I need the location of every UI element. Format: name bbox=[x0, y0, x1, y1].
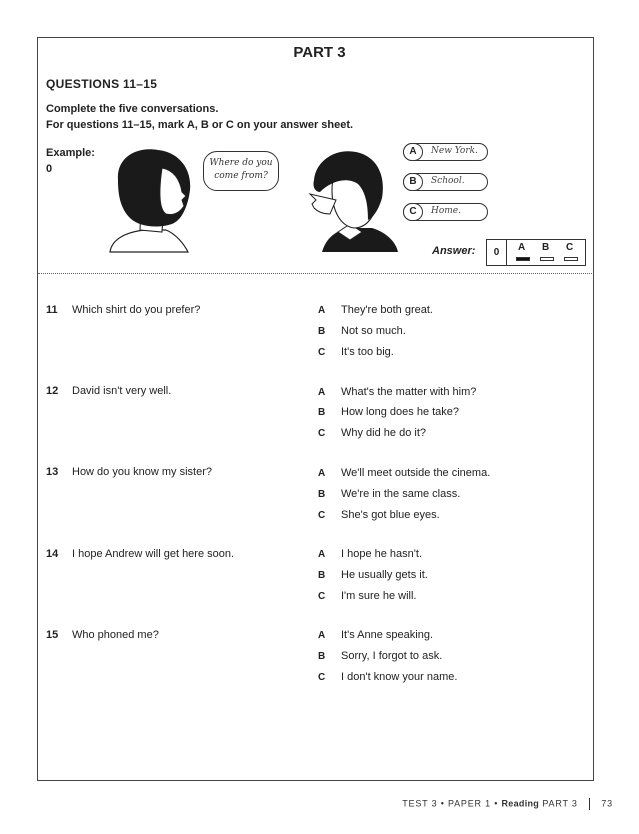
example-option-a bbox=[403, 143, 488, 161]
answer-letter-b: B bbox=[542, 242, 550, 253]
footer-paper: PAPER 1 bbox=[447, 798, 491, 809]
footer-part: PART 3 bbox=[542, 798, 578, 809]
speech-line-1: Where do you bbox=[209, 158, 273, 168]
option-letter: C bbox=[318, 510, 326, 521]
bullet-icon: • bbox=[440, 798, 445, 809]
questions-heading: QUESTIONS 11–15 bbox=[46, 77, 158, 91]
example-label: Example: bbox=[46, 147, 95, 159]
boy-figure-icon bbox=[310, 151, 398, 252]
option-text: Not so much. bbox=[341, 325, 406, 337]
option-letter: C bbox=[318, 672, 326, 683]
option-letter: B bbox=[318, 326, 326, 337]
option-letter: C bbox=[318, 591, 326, 602]
option-letter: B bbox=[318, 570, 326, 581]
option-text: It's Anne speaking. bbox=[341, 629, 433, 641]
option-text: They're both great. bbox=[341, 304, 433, 316]
option-text: How long does he take? bbox=[341, 406, 460, 418]
option-text: New York. bbox=[431, 146, 478, 156]
instruction-line-2: For questions 11–15, mark A, B or C on your answer sheet. bbox=[46, 119, 354, 131]
option-text: It's too big. bbox=[341, 346, 394, 358]
footer-section: Reading bbox=[501, 798, 540, 809]
option-letter: B bbox=[318, 651, 326, 662]
question-number: 12 bbox=[46, 385, 59, 397]
question-text: Which shirt do you prefer? bbox=[72, 304, 201, 316]
question-text: David isn't very well. bbox=[72, 385, 172, 397]
question-number: 14 bbox=[46, 548, 59, 560]
bullet-icon: • bbox=[494, 798, 499, 809]
section-divider bbox=[38, 273, 594, 274]
option-letter: A bbox=[318, 305, 326, 316]
option-text: School. bbox=[431, 176, 465, 186]
option-letter: C bbox=[318, 347, 326, 358]
answer-mark-b bbox=[540, 257, 554, 261]
option-text: I don't know your name. bbox=[341, 671, 458, 683]
page-footer bbox=[402, 798, 613, 810]
answer-mark-c bbox=[564, 257, 578, 261]
option-letter: B bbox=[318, 489, 326, 500]
part-title: PART 3 bbox=[293, 44, 346, 61]
answer-letter-a: A bbox=[518, 242, 526, 253]
option-letter: A bbox=[403, 143, 423, 161]
page-number: 73 bbox=[601, 798, 613, 809]
answer-label: Answer: bbox=[432, 245, 476, 257]
answer-mark-a bbox=[516, 257, 530, 261]
footer-divider bbox=[589, 798, 590, 810]
option-letter: B bbox=[403, 173, 423, 191]
option-text: I hope he hasn't. bbox=[341, 548, 422, 560]
answer-box bbox=[486, 239, 586, 266]
option-letter: C bbox=[403, 203, 423, 221]
option-letter: A bbox=[318, 468, 326, 479]
option-text: He usually gets it. bbox=[341, 569, 428, 581]
footer-test: TEST 3 bbox=[402, 798, 438, 809]
option-text: Why did he do it? bbox=[341, 427, 426, 439]
question-text: How do you know my sister? bbox=[72, 466, 212, 478]
woman-figure-icon bbox=[110, 149, 190, 252]
answer-letter-c: C bbox=[566, 242, 574, 253]
question-text: Who phoned me? bbox=[72, 629, 159, 641]
option-text: We'll meet outside the cinema. bbox=[341, 467, 491, 479]
example-number: 0 bbox=[46, 163, 53, 175]
question-number: 15 bbox=[46, 629, 59, 641]
option-letter: C bbox=[318, 428, 326, 439]
option-text: I'm sure he will. bbox=[341, 590, 417, 602]
option-letter: B bbox=[318, 407, 326, 418]
option-text: We're in the same class. bbox=[341, 488, 461, 500]
option-text: Sorry, I forgot to ask. bbox=[341, 650, 443, 662]
answer-number: 0 bbox=[487, 240, 507, 265]
example-option-b bbox=[403, 173, 488, 191]
example-option-c bbox=[403, 203, 488, 221]
option-text: Home. bbox=[431, 206, 461, 216]
option-letter: A bbox=[318, 387, 326, 398]
question-number: 11 bbox=[46, 304, 58, 316]
instruction-line-1: Complete the five conversations. bbox=[46, 103, 219, 115]
speech-line-2: come from? bbox=[214, 171, 268, 181]
question-number: 13 bbox=[46, 466, 59, 478]
speech-bubble bbox=[203, 151, 279, 191]
question-text: I hope Andrew will get here soon. bbox=[72, 548, 235, 560]
option-text: What's the matter with him? bbox=[341, 386, 477, 398]
option-text: She's got blue eyes. bbox=[341, 509, 440, 521]
option-letter: A bbox=[318, 549, 326, 560]
option-letter: A bbox=[318, 630, 326, 641]
